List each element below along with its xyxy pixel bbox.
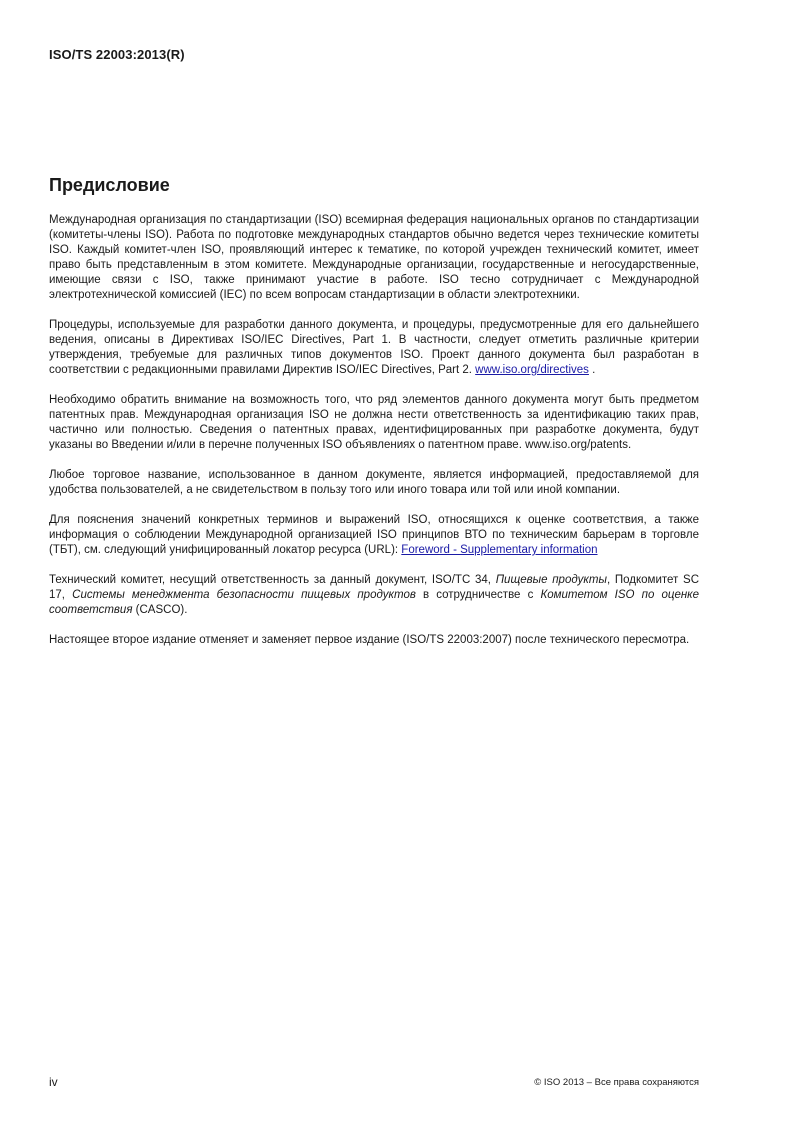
committee-text-g: (CASCO). [132, 604, 188, 616]
paragraph-patents: Необходимо обратить внимание на возможность того, что ряд элементов данного документа могут быть предметом патентных прав. Международная организация ISO не должна нести ответственность за идентификацию таких прав, частично или полностью. Сведения о патентных правах, идентифицированных при разработке документа, будут указаны во Введении и/или в перечне полученных ISO объявлениях о патентном праве. www.iso.org/patents. [49, 394, 699, 451]
page-number: iv [49, 1075, 58, 1089]
paragraph-conformity [49, 513, 699, 558]
committee-text-a: Технический комитет, несущий ответственность за данный документ, ISO/TC 34, [49, 574, 496, 586]
committee-text-e: в сотрудничестве с [415, 589, 541, 601]
committee-casco-name: Комитетом ISO по оценке соответствия [49, 589, 699, 616]
copyright-notice: © ISO 2013 – Все права сохраняются [534, 1077, 699, 1088]
paragraph-procedures-tail: . [588, 364, 596, 376]
committee-sc-name: Системы менеджмента безопасности пищевых продуктов [72, 589, 416, 601]
paragraph-procedures [49, 318, 699, 378]
foreword-content [49, 213, 699, 663]
directives-link[interactable]: www.iso.org/directives [475, 364, 589, 376]
paragraph-committee [49, 573, 699, 618]
document-header-id: ISO/TS 22003:2013(R) [49, 47, 185, 62]
foreword-supplementary-link[interactable]: Foreword - Supplementary information [401, 544, 598, 556]
paragraph-conformity-text: Для пояснения значений конкретных терминов и выражений ISO, относящихся к оценке соответствия, а также информация о соблюдении Международной организацией ISO принципов ВТО по техническим барьерам в торговле (ТБТ), см. следующий унифицированный локатор ресурса (URL): [49, 514, 699, 556]
committee-tc-name: Пищевые продукты [495, 574, 607, 586]
paragraph-procedures-text: Процедуры, используемые для разработки данного документа, и процедуры, предусмотренные для его дальнейшего ведения, описаны в Директивах ISO/IEC Directives, Part 1. В частности, следует отметить различные критерии утверждения, требуемые для различных типов документов ISO. Проект данного документа был разработан в соответствии с редакционными правилами Директив ISO/IEC Directives, Part 2. [49, 319, 699, 376]
paragraph-iso-intro: Международная организация по стандартизации (ISO) всемирная федерация национальных органов по стандартизации (комитеты-члены ISO). Работа по подготовке международных стандартов обычно ведется через технические комитеты ISO. Каждый комитет-член ISO, проявляющий интерес к тематике, по которой учрежден технический комитет, имеет право быть представленным в этом комитете. Международные организации, государственные и негосударственные, имеющие связи с ISO, также принимают участие в работе. ISO тесно сотрудничает с Международной электротехнической комиссией (IEC) по всем вопросам стандартизации в области электротехники. [49, 214, 699, 301]
committee-text-c: , Подкомитет SC 17, [49, 574, 700, 601]
paragraph-edition: Настоящее второе издание отменяет и заменяет первое издание (ISO/TS 22003:2007) после технического пересмотра. [49, 634, 690, 646]
paragraph-trade-names: Любое торговое название, использованное в данном документе, является информацией, предоставляемой для удобства пользователей, а не свидетельством в пользу того или иного товара или той или иной компании. [49, 469, 699, 496]
page-title: Предисловие [49, 175, 170, 195]
